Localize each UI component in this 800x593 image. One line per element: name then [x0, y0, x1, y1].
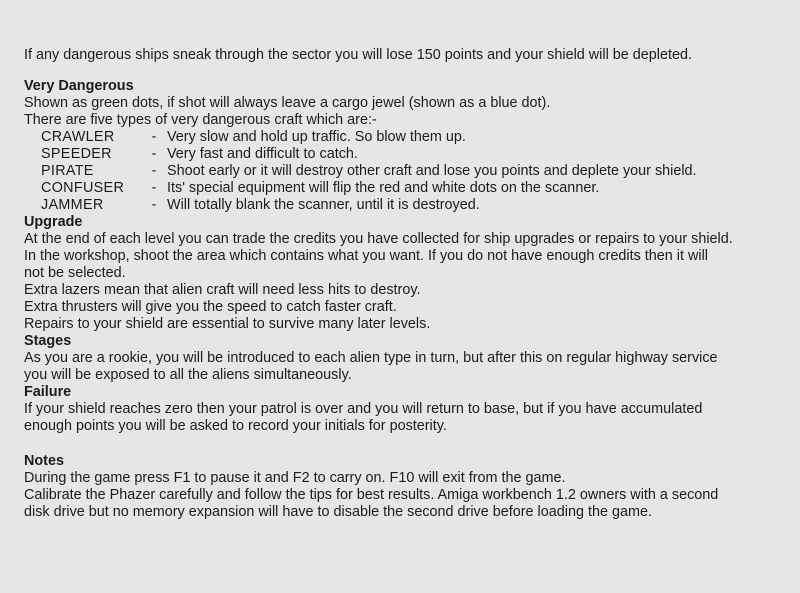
- notes-heading: Notes: [24, 453, 64, 469]
- failure-line-2: enough points you will be asked to record your initials for posterity.: [24, 418, 447, 434]
- craft-description: Shoot early or it will destroy other craft and lose you points and deplete your shield.: [167, 163, 697, 179]
- craft-description: Its' special equipment will flip the red and white dots on the scanner.: [167, 180, 600, 196]
- failure-heading: Failure: [24, 384, 72, 400]
- failure-line-1: If your shield reaches zero then your patrol is over and you will return to base, but if you have accumulated: [24, 401, 703, 417]
- failure-section: [24, 384, 794, 435]
- craft-description: Very slow and hold up traffic. So blow them up.: [167, 129, 466, 145]
- upgrade-heading: Upgrade: [24, 214, 83, 230]
- craft-dash: -: [151, 129, 157, 145]
- very-dangerous-line-1: Shown as green dots, if shot will always leave a cargo jewel (shown as a blue dot).: [24, 95, 551, 111]
- notes-section: [24, 453, 794, 521]
- upgrade-line-2: In the workshop, shoot the area which contains what you want. If you do not have enough credits then it will: [24, 248, 708, 264]
- craft-name: PIRATE: [41, 163, 94, 179]
- craft-row-crawler: [41, 129, 794, 146]
- manual-text: [24, 47, 794, 521]
- upgrade-line-5: Extra thrusters will give you the speed to catch faster craft.: [24, 299, 397, 315]
- stages-line-2: you will be exposed to all the aliens simultaneously.: [24, 367, 352, 383]
- very-dangerous-line-2: There are five types of very dangerous craft which are:-: [24, 112, 377, 128]
- notes-line-3: disk drive but no memory expansion will have to disable the second drive before loading the game.: [24, 504, 652, 520]
- upgrade-line-1: At the end of each level you can trade the credits you have collected for ship upgrades or repairs to your shield.: [24, 231, 733, 247]
- craft-name: CRAWLER: [41, 129, 115, 145]
- craft-description: Very fast and difficult to catch.: [167, 146, 358, 162]
- craft-row-pirate: [41, 163, 794, 180]
- craft-dash: -: [151, 197, 157, 213]
- upgrade-line-3: not be selected.: [24, 265, 126, 281]
- craft-row-confuser: [41, 180, 794, 197]
- craft-dash: -: [151, 146, 157, 162]
- craft-name: JAMMER: [41, 197, 104, 213]
- craft-row-speeder: [41, 146, 794, 163]
- intro-text: If any dangerous ships sneak through the sector you will lose 150 points and your shield will be depleted.: [24, 47, 692, 63]
- craft-name: CONFUSER: [41, 180, 125, 196]
- stages-section: [24, 333, 794, 384]
- craft-dash: -: [151, 163, 157, 179]
- upgrade-section: [24, 214, 794, 333]
- stages-line-1: As you are a rookie, you will be introduced to each alien type in turn, but after this on regular highway service: [24, 350, 718, 366]
- notes-line-1: During the game press F1 to pause it and F2 to carry on. F10 will exit from the game.: [24, 470, 566, 486]
- very-dangerous-heading: Very Dangerous: [24, 78, 134, 94]
- craft-row-jammer: [41, 197, 794, 214]
- craft-name: SPEEDER: [41, 146, 112, 162]
- craft-description: Will totally blank the scanner, until it is destroyed.: [167, 197, 480, 213]
- craft-list: [24, 129, 794, 214]
- notes-line-2: Calibrate the Phazer carefully and follow the tips for best results. Amiga workbench 1.2 owners with a second: [24, 487, 719, 503]
- stages-heading: Stages: [24, 333, 72, 349]
- upgrade-line-4: Extra lazers mean that alien craft will need less hits to destroy.: [24, 282, 421, 298]
- upgrade-line-6: Repairs to your shield are essential to survive many later levels.: [24, 316, 431, 332]
- craft-dash: -: [151, 180, 157, 196]
- very-dangerous-section: [24, 78, 794, 214]
